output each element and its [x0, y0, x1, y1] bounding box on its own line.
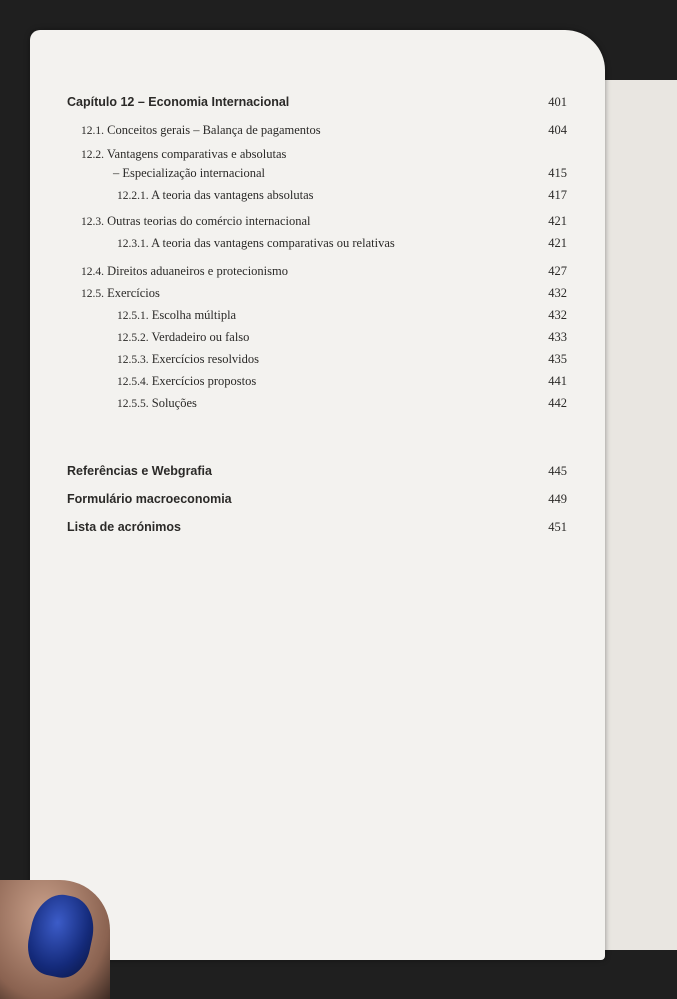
toc-entry: 12.5.4. Exercícios propostos 441: [117, 374, 567, 388]
chapter-title: Capítulo 12 – Economia Internacional: [67, 95, 290, 109]
toc-entry: 12.5.3. Exercícios resolvidos 435: [117, 352, 567, 366]
toc-entry: 12.4. Direitos aduaneiros e protecionismo 427: [81, 264, 567, 278]
toc-entry: 12.5.2. Verdadeiro ou falso 433: [117, 330, 567, 344]
toc-entry: 12.3.1. A teoria das vantagens comparativas ou relativas 421: [117, 236, 567, 250]
back-matter-entry: Lista de acrónimos 451: [67, 520, 567, 534]
toc-entry: 12.1. Conceitos gerais – Balança de pagamentos 404: [81, 123, 567, 137]
back-matter-entry: Formulário macroeconomia 449: [67, 492, 567, 506]
chapter-heading: [67, 95, 567, 117]
toc-entry: 12.5.5. Soluções 442: [117, 396, 567, 410]
table-of-contents: [67, 95, 567, 542]
chapter-page: 401: [548, 95, 567, 109]
back-matter-entry: Referências e Webgrafia 445: [67, 464, 567, 478]
toc-entry: – Especialização internacional 415: [113, 166, 567, 180]
toc-entry: 12.3. Outras teorias do comércio internacional 421: [81, 214, 567, 228]
toc-entry: 12.5.1. Escolha múltipla 432: [117, 308, 567, 322]
toc-entry: 12.5. Exercícios 432: [81, 286, 567, 300]
background-page: [595, 80, 677, 950]
toc-entry: 12.2. Vantagens comparativas e absolutas: [81, 147, 287, 161]
toc-entry: 12.2.1. A teoria das vantagens absolutas 417: [117, 188, 567, 202]
